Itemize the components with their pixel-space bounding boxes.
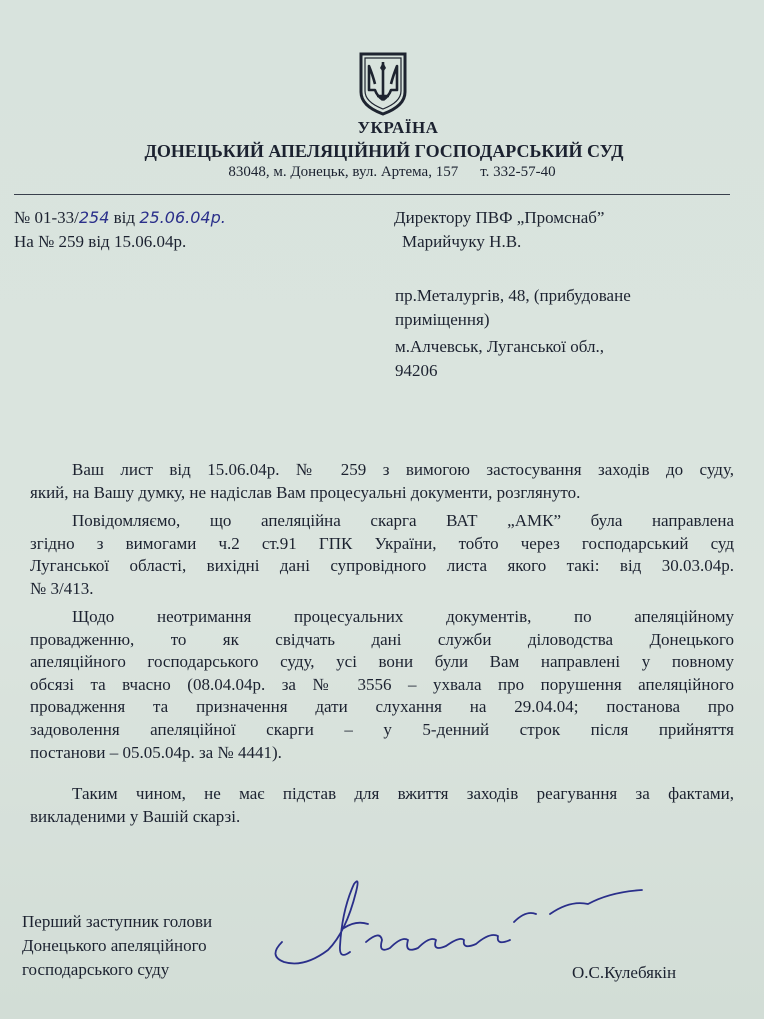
paragraph-line: обсязі та вчасно (08.04.04р. за № 3556 – ухвала про порушення апеляційного	[30, 674, 734, 694]
handwritten-signature-icon	[270, 870, 660, 980]
addressee-line-6: 94206	[395, 361, 438, 380]
trident-icon	[355, 50, 411, 116]
paragraph-line: який, на Вашу думку, не надіслав Вам процесуальні документи, розглянуто.	[30, 482, 581, 502]
header-divider	[14, 194, 730, 195]
paragraph-line: постанови – 05.05.04р. за № 4441).	[30, 742, 282, 762]
paragraph-line: задоволення апеляційної скарги – у 5-денний строк після прийняття	[30, 719, 734, 739]
court-address	[10, 164, 764, 181]
signer-title-line-1: Перший заступник голови	[22, 912, 213, 931]
handwritten-date: 25.06.04р.	[139, 208, 226, 227]
paragraph-1	[30, 459, 734, 504]
paragraph-2	[30, 510, 734, 600]
number-prefix: № 01-33/	[14, 208, 79, 227]
signer-title-line-3: господарського суду	[22, 960, 170, 979]
paragraph-line: Луганської області, вихідні дані супровідного листа якого такі: від 30.03.04р.	[30, 556, 734, 576]
phone-number: т. 332-57-40	[480, 164, 556, 180]
paragraph-line: Ваш лист від 15.06.04р. № 259 з вимогою застосування заходів до суду,	[72, 460, 734, 479]
address-text: 83048, м. Донецьк, вул. Артема, 157	[228, 164, 459, 180]
paragraph-line: № 3/413.	[30, 578, 94, 598]
addressee-line-5: м.Алчевськ, Луганської обл.,	[395, 337, 604, 356]
addressee-line-1: Директору ПВФ „Промснаб”	[394, 208, 605, 227]
court-name: ДОНЕЦЬКИЙ АПЕЛЯЦІЙНИЙ ГОСПОДАРСЬКИЙ СУД	[144, 141, 624, 161]
signer-title-line-2: Донецького апеляційного	[22, 936, 207, 955]
signer-name: О.С.Кулебякін	[572, 963, 677, 982]
outgoing-number	[14, 208, 226, 228]
paragraph-line: згідно з вимогами ч.2 ст.91 ГПК України, тобто через господарський суд	[30, 533, 734, 553]
paragraph-4	[30, 783, 734, 828]
paragraph-line: Таким чином, не має підстав для вжиття заходів реагування за фактами,	[72, 784, 734, 803]
paragraph-line: провадженню, то як свідчать дані служби діловодства Донецького	[30, 629, 734, 649]
country-name: УКРАЇНА	[357, 118, 439, 137]
paragraph-line: Щодо неотримання процесуальних документів, по апеляційному	[72, 607, 734, 626]
paragraph-line: апеляційного господарського суду, усі вони були Вам направлені у повному	[30, 652, 734, 672]
addressee-line-3: пр.Металургів, 48, (прибудоване	[395, 286, 631, 305]
addressee-line-2: Марийчуку Н.В.	[402, 232, 522, 251]
paragraph-3	[30, 606, 734, 764]
reply-reference: На № 259 від 15.06.04р.	[14, 232, 187, 251]
date-prefix: від	[113, 208, 136, 227]
addressee-line-4: приміщення)	[395, 310, 490, 329]
paragraph-line: Повідомляємо, що апеляційна скарга ВАТ „АМК” була направлена	[72, 511, 734, 530]
paragraph-line: провадження та призначення дати слухання на 29.04.04; постанова про	[30, 697, 734, 717]
paragraph-line: викладеними у Вашій скарзі.	[30, 806, 241, 826]
handwritten-number: 254	[78, 208, 110, 227]
